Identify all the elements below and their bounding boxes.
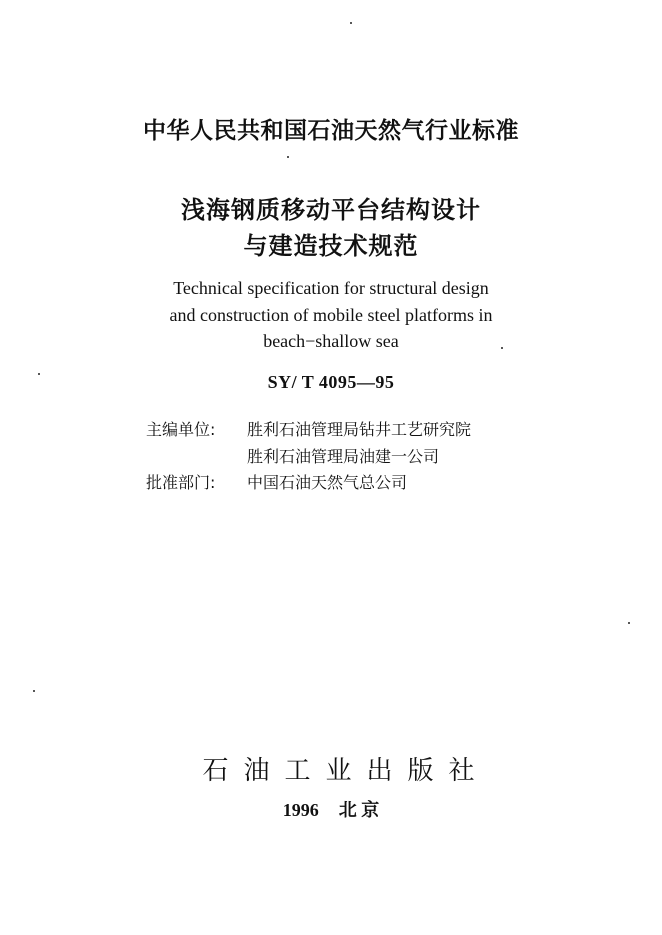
publication-place: 北 京 (338, 800, 380, 820)
scan-speck (350, 22, 352, 24)
approval-dept-unit: 中国石油天然气总公司 (247, 473, 408, 492)
chief-editor-label: 主编单位: (146, 420, 216, 439)
industry-standard-heading: 中华人民共和国石油天然气行业标准 (143, 118, 519, 144)
scan-speck (38, 373, 40, 375)
approval-dept-label: 批准部门: (146, 473, 216, 492)
chief-editor-unit-2: 胜利石油管理局油建一公司 (247, 447, 440, 466)
english-title-line-3: beach−shallow sea (263, 331, 399, 351)
scan-speck (33, 690, 35, 692)
publication-year: 1996 (282, 800, 319, 820)
publication-info (0, 796, 662, 822)
document-title-line-2: 与建造技术规范 (243, 232, 419, 260)
scan-speck (628, 622, 630, 624)
scan-speck (501, 347, 503, 349)
chief-editor-unit-1: 胜利石油管理局钻井工艺研究院 (247, 420, 472, 439)
scan-speck (287, 156, 289, 158)
english-title-line-1: Technical specification for structural design (173, 278, 489, 298)
english-title-line-2: and construction of mobile steel platforms in (169, 305, 493, 325)
document-title-line-1: 浅海钢质移动平台结构设计 (181, 196, 481, 224)
standard-code: SY/ T 4095—95 (267, 372, 395, 392)
publisher-name: 石油工业出版社 (202, 756, 490, 786)
